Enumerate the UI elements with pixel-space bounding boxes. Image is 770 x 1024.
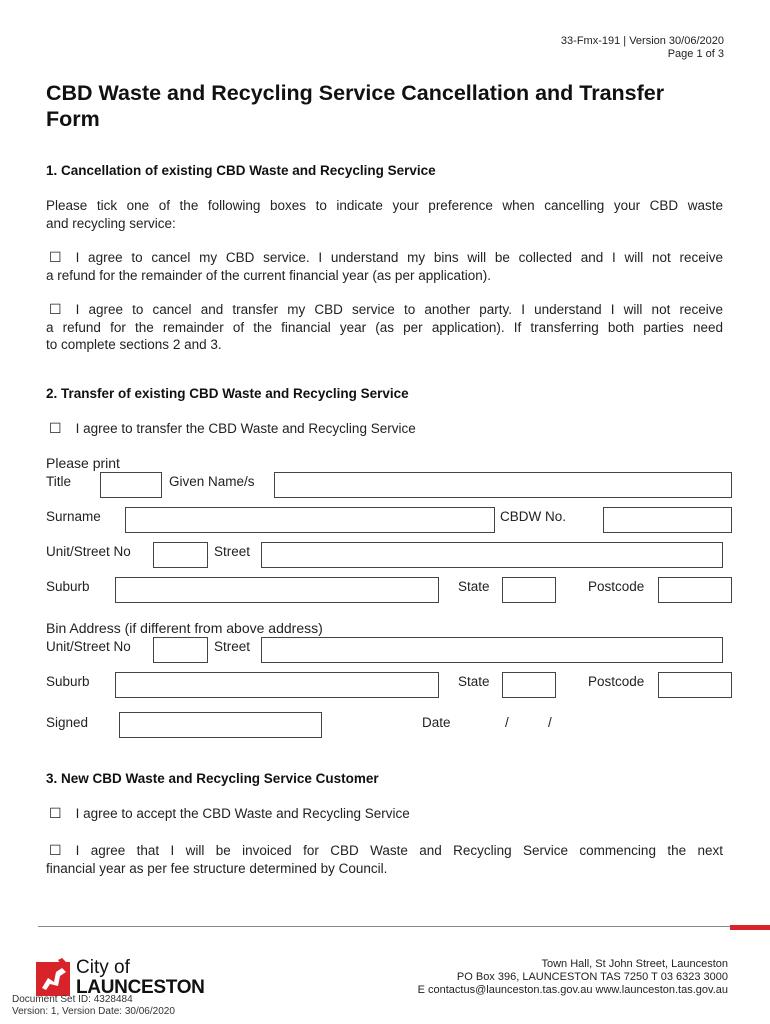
- document-set-id: Document Set ID: 4328484: [12, 994, 133, 1005]
- section3-option-accept: ☐ I agree to accept the CBD Waste and Recycling Service: [49, 805, 410, 821]
- bin-postcode-label: Postcode: [588, 674, 645, 689]
- bin-street-input[interactable]: [261, 637, 723, 663]
- checkbox-accept[interactable]: ☐: [49, 805, 62, 821]
- section1-heading: 1. Cancellation of existing CBD Waste and Recycling Service: [46, 163, 436, 178]
- footer-address-line2: PO Box 396, LAUNCESTON TAS 7250 T 03 6323 3000: [456, 971, 728, 983]
- checkbox-invoice[interactable]: ☐: [49, 842, 62, 858]
- given-name-input[interactable]: [274, 472, 732, 498]
- suburb-input[interactable]: [115, 577, 439, 603]
- checkbox-cancel-transfer[interactable]: ☐: [49, 301, 62, 317]
- unit-street-no-label: Unit/Street No: [46, 544, 131, 559]
- title-label: Title: [46, 474, 72, 489]
- section3-heading: 3. New CBD Waste and Recycling Service Customer: [46, 771, 379, 786]
- bin-state-input[interactable]: [502, 672, 556, 698]
- checkbox-cancel[interactable]: ☐: [49, 249, 62, 265]
- section1-option-cancel: ☐ I agree to cancel my CBD service. I understand my bins will be collected and I will not receive a refund for the remainder of the current financial year (as per application).: [46, 249, 723, 283]
- unit-street-no-input[interactable]: [153, 542, 208, 568]
- bin-unit-street-no-input[interactable]: [153, 637, 208, 663]
- bin-unit-street-no-label: Unit/Street No: [46, 639, 131, 654]
- footer-contact-line: E contactus@launceston.tas.gov.au www.launceston.tas.gov.au: [417, 984, 728, 996]
- footer-accent-bar: [730, 925, 770, 930]
- date-separator: /: [505, 715, 509, 730]
- title-input[interactable]: [100, 472, 162, 498]
- logo-city-text: City of: [76, 957, 130, 978]
- logo-name-text: LAUNCESTON: [76, 977, 205, 998]
- launceston-logo-icon: [36, 958, 72, 996]
- signature-input[interactable]: [119, 712, 322, 738]
- page-number: Page 1 of 3: [667, 48, 724, 60]
- surname-label: Surname: [46, 509, 101, 524]
- street-label: Street: [214, 544, 251, 559]
- street-input[interactable]: [261, 542, 723, 568]
- bin-suburb-label: Suburb: [46, 674, 90, 689]
- signed-label: Signed: [46, 715, 89, 730]
- document-meta: [561, 35, 724, 61]
- form-code: 33-Fmx-191 | Version 30/06/2020: [560, 35, 724, 47]
- given-name-label: Given Name/s: [169, 474, 255, 489]
- state-input[interactable]: [502, 577, 556, 603]
- state-label: State: [458, 579, 490, 594]
- suburb-label: Suburb: [46, 579, 90, 594]
- cbdw-label: CBDW No.: [500, 509, 567, 524]
- surname-input[interactable]: [125, 507, 495, 533]
- section3-option-invoice: ☐ I agree that I will be invoiced for CBD Waste and Recycling Service commencing the next financial year as per fee structure determined by Council.: [46, 842, 723, 876]
- form-title: CBD Waste and Recycling Service Cancellation and Transfer Form: [46, 81, 665, 131]
- cbdw-input[interactable]: [603, 507, 732, 533]
- section2-heading: 2. Transfer of existing CBD Waste and Recycling Service: [46, 386, 409, 401]
- document-version: Version: 1, Version Date: 30/06/2020: [12, 1006, 175, 1017]
- footer-address-line1: Town Hall, St John Street, Launceston: [541, 958, 728, 970]
- checkbox-transfer[interactable]: ☐: [49, 420, 62, 436]
- postcode-label: Postcode: [588, 579, 645, 594]
- section2-option-transfer: ☐ I agree to transfer the CBD Waste and Recycling Service: [49, 420, 416, 436]
- bin-suburb-input[interactable]: [115, 672, 439, 698]
- section1-intro: Please tick one of the following boxes to indicate your preference when cancelling your CBD waste and recycling service:: [46, 198, 723, 231]
- footer-divider: [38, 926, 730, 927]
- bin-postcode-input[interactable]: [658, 672, 732, 698]
- date-label: Date: [422, 715, 451, 730]
- postcode-input[interactable]: [658, 577, 732, 603]
- bin-state-label: State: [458, 674, 490, 689]
- date-separator: /: [548, 715, 552, 730]
- section1-option-transfer: ☐ I agree to cancel and transfer my CBD service to another party. I understand I will not receive a refund for the remainder of the financial year (as per application). If transferring both parties need to complete sections 2 and 3.: [46, 301, 723, 352]
- bin-street-label: Street: [214, 639, 251, 654]
- bin-address-label: Bin Address (if different from above address): [46, 620, 323, 636]
- please-print-label: Please print: [46, 455, 120, 471]
